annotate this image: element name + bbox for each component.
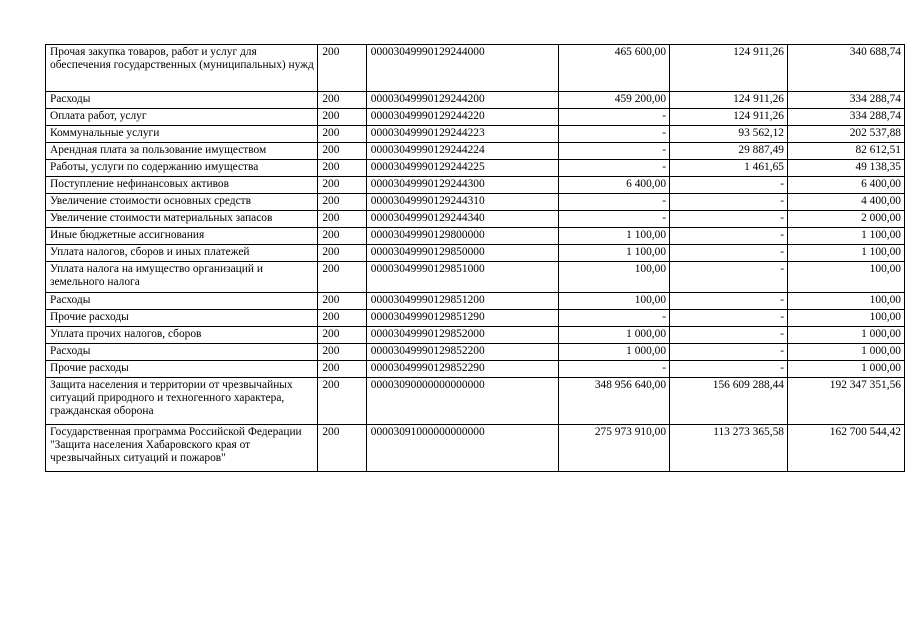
row-executed-cell: - xyxy=(670,245,788,262)
row-plan-cell: 100,00 xyxy=(558,293,669,310)
table-row xyxy=(46,211,905,228)
row-code-cell: 200 xyxy=(318,109,366,126)
row-name-cell: Расходы xyxy=(46,293,318,310)
row-code-cell: 200 xyxy=(318,293,366,310)
table-row xyxy=(46,92,905,109)
row-kbk-cell: 00003049990129851290 xyxy=(366,310,558,327)
row-plan-cell: 1 000,00 xyxy=(558,344,669,361)
table-row xyxy=(46,245,905,262)
row-name-cell: Расходы xyxy=(46,344,318,361)
budget-execution-table xyxy=(45,44,905,472)
row-code-cell: 200 xyxy=(318,310,366,327)
row-name-cell: Прочие расходы xyxy=(46,310,318,327)
row-kbk-cell: 00003049990129244310 xyxy=(366,194,558,211)
row-plan-cell: 1 100,00 xyxy=(558,245,669,262)
row-code-cell: 200 xyxy=(318,211,366,228)
row-remainder-cell: 162 700 544,42 xyxy=(787,425,904,472)
row-name-cell: Расходы xyxy=(46,92,318,109)
table-row xyxy=(46,160,905,177)
row-code-cell: 200 xyxy=(318,177,366,194)
row-kbk-cell: 00003049990129852200 xyxy=(366,344,558,361)
row-kbk-cell: 00003049990129244340 xyxy=(366,211,558,228)
row-remainder-cell: 1 100,00 xyxy=(787,228,904,245)
row-remainder-cell: 4 400,00 xyxy=(787,194,904,211)
row-name-cell: Коммунальные услуги xyxy=(46,126,318,143)
row-plan-cell: - xyxy=(558,160,669,177)
row-executed-cell: - xyxy=(670,293,788,310)
table-body xyxy=(46,45,905,472)
row-kbk-cell: 00003049990129852000 xyxy=(366,327,558,344)
row-name-cell: Прочая закупка товаров, работ и услуг для обеспечения государственных (муниципальных) нужд xyxy=(46,45,318,92)
row-executed-cell: - xyxy=(670,361,788,378)
row-executed-cell: - xyxy=(670,327,788,344)
row-kbk-cell: 00003049990129244000 xyxy=(366,45,558,92)
row-plan-cell: - xyxy=(558,194,669,211)
row-code-cell: 200 xyxy=(318,194,366,211)
row-plan-cell: 465 600,00 xyxy=(558,45,669,92)
row-code-cell: 200 xyxy=(318,228,366,245)
row-remainder-cell: 100,00 xyxy=(787,293,904,310)
table-row xyxy=(46,425,905,472)
row-kbk-cell: 00003049990129244223 xyxy=(366,126,558,143)
row-name-cell: Иные бюджетные ассигнования xyxy=(46,228,318,245)
table-row xyxy=(46,126,905,143)
row-executed-cell: 1 461,65 xyxy=(670,160,788,177)
row-executed-cell: 113 273 365,58 xyxy=(670,425,788,472)
row-name-cell: Уплата прочих налогов, сборов xyxy=(46,327,318,344)
row-executed-cell: 124 911,26 xyxy=(670,109,788,126)
row-kbk-cell: 00003049990129800000 xyxy=(366,228,558,245)
row-executed-cell: - xyxy=(670,194,788,211)
row-name-cell: Уплата налога на имущество организаций и земельного налога xyxy=(46,262,318,293)
row-kbk-cell: 00003049990129244224 xyxy=(366,143,558,160)
table-row xyxy=(46,45,905,92)
row-name-cell: Уплата налогов, сборов и иных платежей xyxy=(46,245,318,262)
row-name-cell: Увеличение стоимости материальных запасов xyxy=(46,211,318,228)
row-code-cell: 200 xyxy=(318,361,366,378)
row-remainder-cell: 2 000,00 xyxy=(787,211,904,228)
row-kbk-cell: 00003049990129852290 xyxy=(366,361,558,378)
row-remainder-cell: 100,00 xyxy=(787,262,904,293)
row-kbk-cell: 00003090000000000000 xyxy=(366,378,558,425)
row-plan-cell: - xyxy=(558,109,669,126)
table-row xyxy=(46,378,905,425)
row-executed-cell: - xyxy=(670,262,788,293)
row-name-cell: Защита населения и территории от чрезвычайных ситуаций природного и техногенного характера, гражданская оборона xyxy=(46,378,318,425)
row-name-cell: Оплата работ, услуг xyxy=(46,109,318,126)
row-code-cell: 200 xyxy=(318,143,366,160)
row-code-cell: 200 xyxy=(318,92,366,109)
row-plan-cell: 1 100,00 xyxy=(558,228,669,245)
row-name-cell: Увеличение стоимости основных средств xyxy=(46,194,318,211)
row-plan-cell: 6 400,00 xyxy=(558,177,669,194)
row-remainder-cell: 1 000,00 xyxy=(787,327,904,344)
row-code-cell: 200 xyxy=(318,45,366,92)
row-remainder-cell: 49 138,35 xyxy=(787,160,904,177)
table-row xyxy=(46,177,905,194)
row-plan-cell: - xyxy=(558,126,669,143)
row-name-cell: Поступление нефинансовых активов xyxy=(46,177,318,194)
row-plan-cell: 1 000,00 xyxy=(558,327,669,344)
row-executed-cell: - xyxy=(670,310,788,327)
table-row xyxy=(46,344,905,361)
row-kbk-cell: 00003049990129244300 xyxy=(366,177,558,194)
row-executed-cell: - xyxy=(670,344,788,361)
table-row xyxy=(46,361,905,378)
row-executed-cell: 156 609 288,44 xyxy=(670,378,788,425)
row-plan-cell: 459 200,00 xyxy=(558,92,669,109)
row-remainder-cell: 100,00 xyxy=(787,310,904,327)
row-kbk-cell: 00003049990129244200 xyxy=(366,92,558,109)
row-plan-cell: - xyxy=(558,310,669,327)
row-plan-cell: - xyxy=(558,211,669,228)
table-row xyxy=(46,228,905,245)
table-row xyxy=(46,327,905,344)
row-code-cell: 200 xyxy=(318,378,366,425)
row-code-cell: 200 xyxy=(318,160,366,177)
row-code-cell: 200 xyxy=(318,262,366,293)
table-row xyxy=(46,310,905,327)
row-executed-cell: 29 887,49 xyxy=(670,143,788,160)
row-plan-cell: - xyxy=(558,143,669,160)
row-kbk-cell: 00003049990129851000 xyxy=(366,262,558,293)
row-code-cell: 200 xyxy=(318,126,366,143)
row-plan-cell: - xyxy=(558,361,669,378)
row-plan-cell: 100,00 xyxy=(558,262,669,293)
row-executed-cell: - xyxy=(670,177,788,194)
row-name-cell: Арендная плата за пользование имуществом xyxy=(46,143,318,160)
row-kbk-cell: 00003049990129851200 xyxy=(366,293,558,310)
table-row xyxy=(46,194,905,211)
row-remainder-cell: 340 688,74 xyxy=(787,45,904,92)
row-executed-cell: - xyxy=(670,211,788,228)
row-code-cell: 200 xyxy=(318,327,366,344)
table-row xyxy=(46,293,905,310)
table-row xyxy=(46,262,905,293)
row-remainder-cell: 192 347 351,56 xyxy=(787,378,904,425)
row-name-cell: Государственная программа Российской Федерации "Защита населения Хабаровского края от чрезвычайных ситуаций и пожаров" xyxy=(46,425,318,472)
row-kbk-cell: 00003049990129244225 xyxy=(366,160,558,177)
row-remainder-cell: 1 100,00 xyxy=(787,245,904,262)
row-code-cell: 200 xyxy=(318,425,366,472)
row-remainder-cell: 334 288,74 xyxy=(787,92,904,109)
row-remainder-cell: 6 400,00 xyxy=(787,177,904,194)
row-remainder-cell: 1 000,00 xyxy=(787,344,904,361)
row-code-cell: 200 xyxy=(318,344,366,361)
row-plan-cell: 275 973 910,00 xyxy=(558,425,669,472)
row-remainder-cell: 202 537,88 xyxy=(787,126,904,143)
row-kbk-cell: 00003049990129850000 xyxy=(366,245,558,262)
row-remainder-cell: 82 612,51 xyxy=(787,143,904,160)
table-row xyxy=(46,109,905,126)
row-executed-cell: - xyxy=(670,228,788,245)
row-kbk-cell: 00003091000000000000 xyxy=(366,425,558,472)
row-kbk-cell: 00003049990129244220 xyxy=(366,109,558,126)
row-executed-cell: 93 562,12 xyxy=(670,126,788,143)
row-remainder-cell: 334 288,74 xyxy=(787,109,904,126)
row-plan-cell: 348 956 640,00 xyxy=(558,378,669,425)
row-name-cell: Прочие расходы xyxy=(46,361,318,378)
table-row xyxy=(46,143,905,160)
row-name-cell: Работы, услуги по содержанию имущества xyxy=(46,160,318,177)
row-remainder-cell: 1 000,00 xyxy=(787,361,904,378)
row-executed-cell: 124 911,26 xyxy=(670,45,788,92)
row-code-cell: 200 xyxy=(318,245,366,262)
row-executed-cell: 124 911,26 xyxy=(670,92,788,109)
